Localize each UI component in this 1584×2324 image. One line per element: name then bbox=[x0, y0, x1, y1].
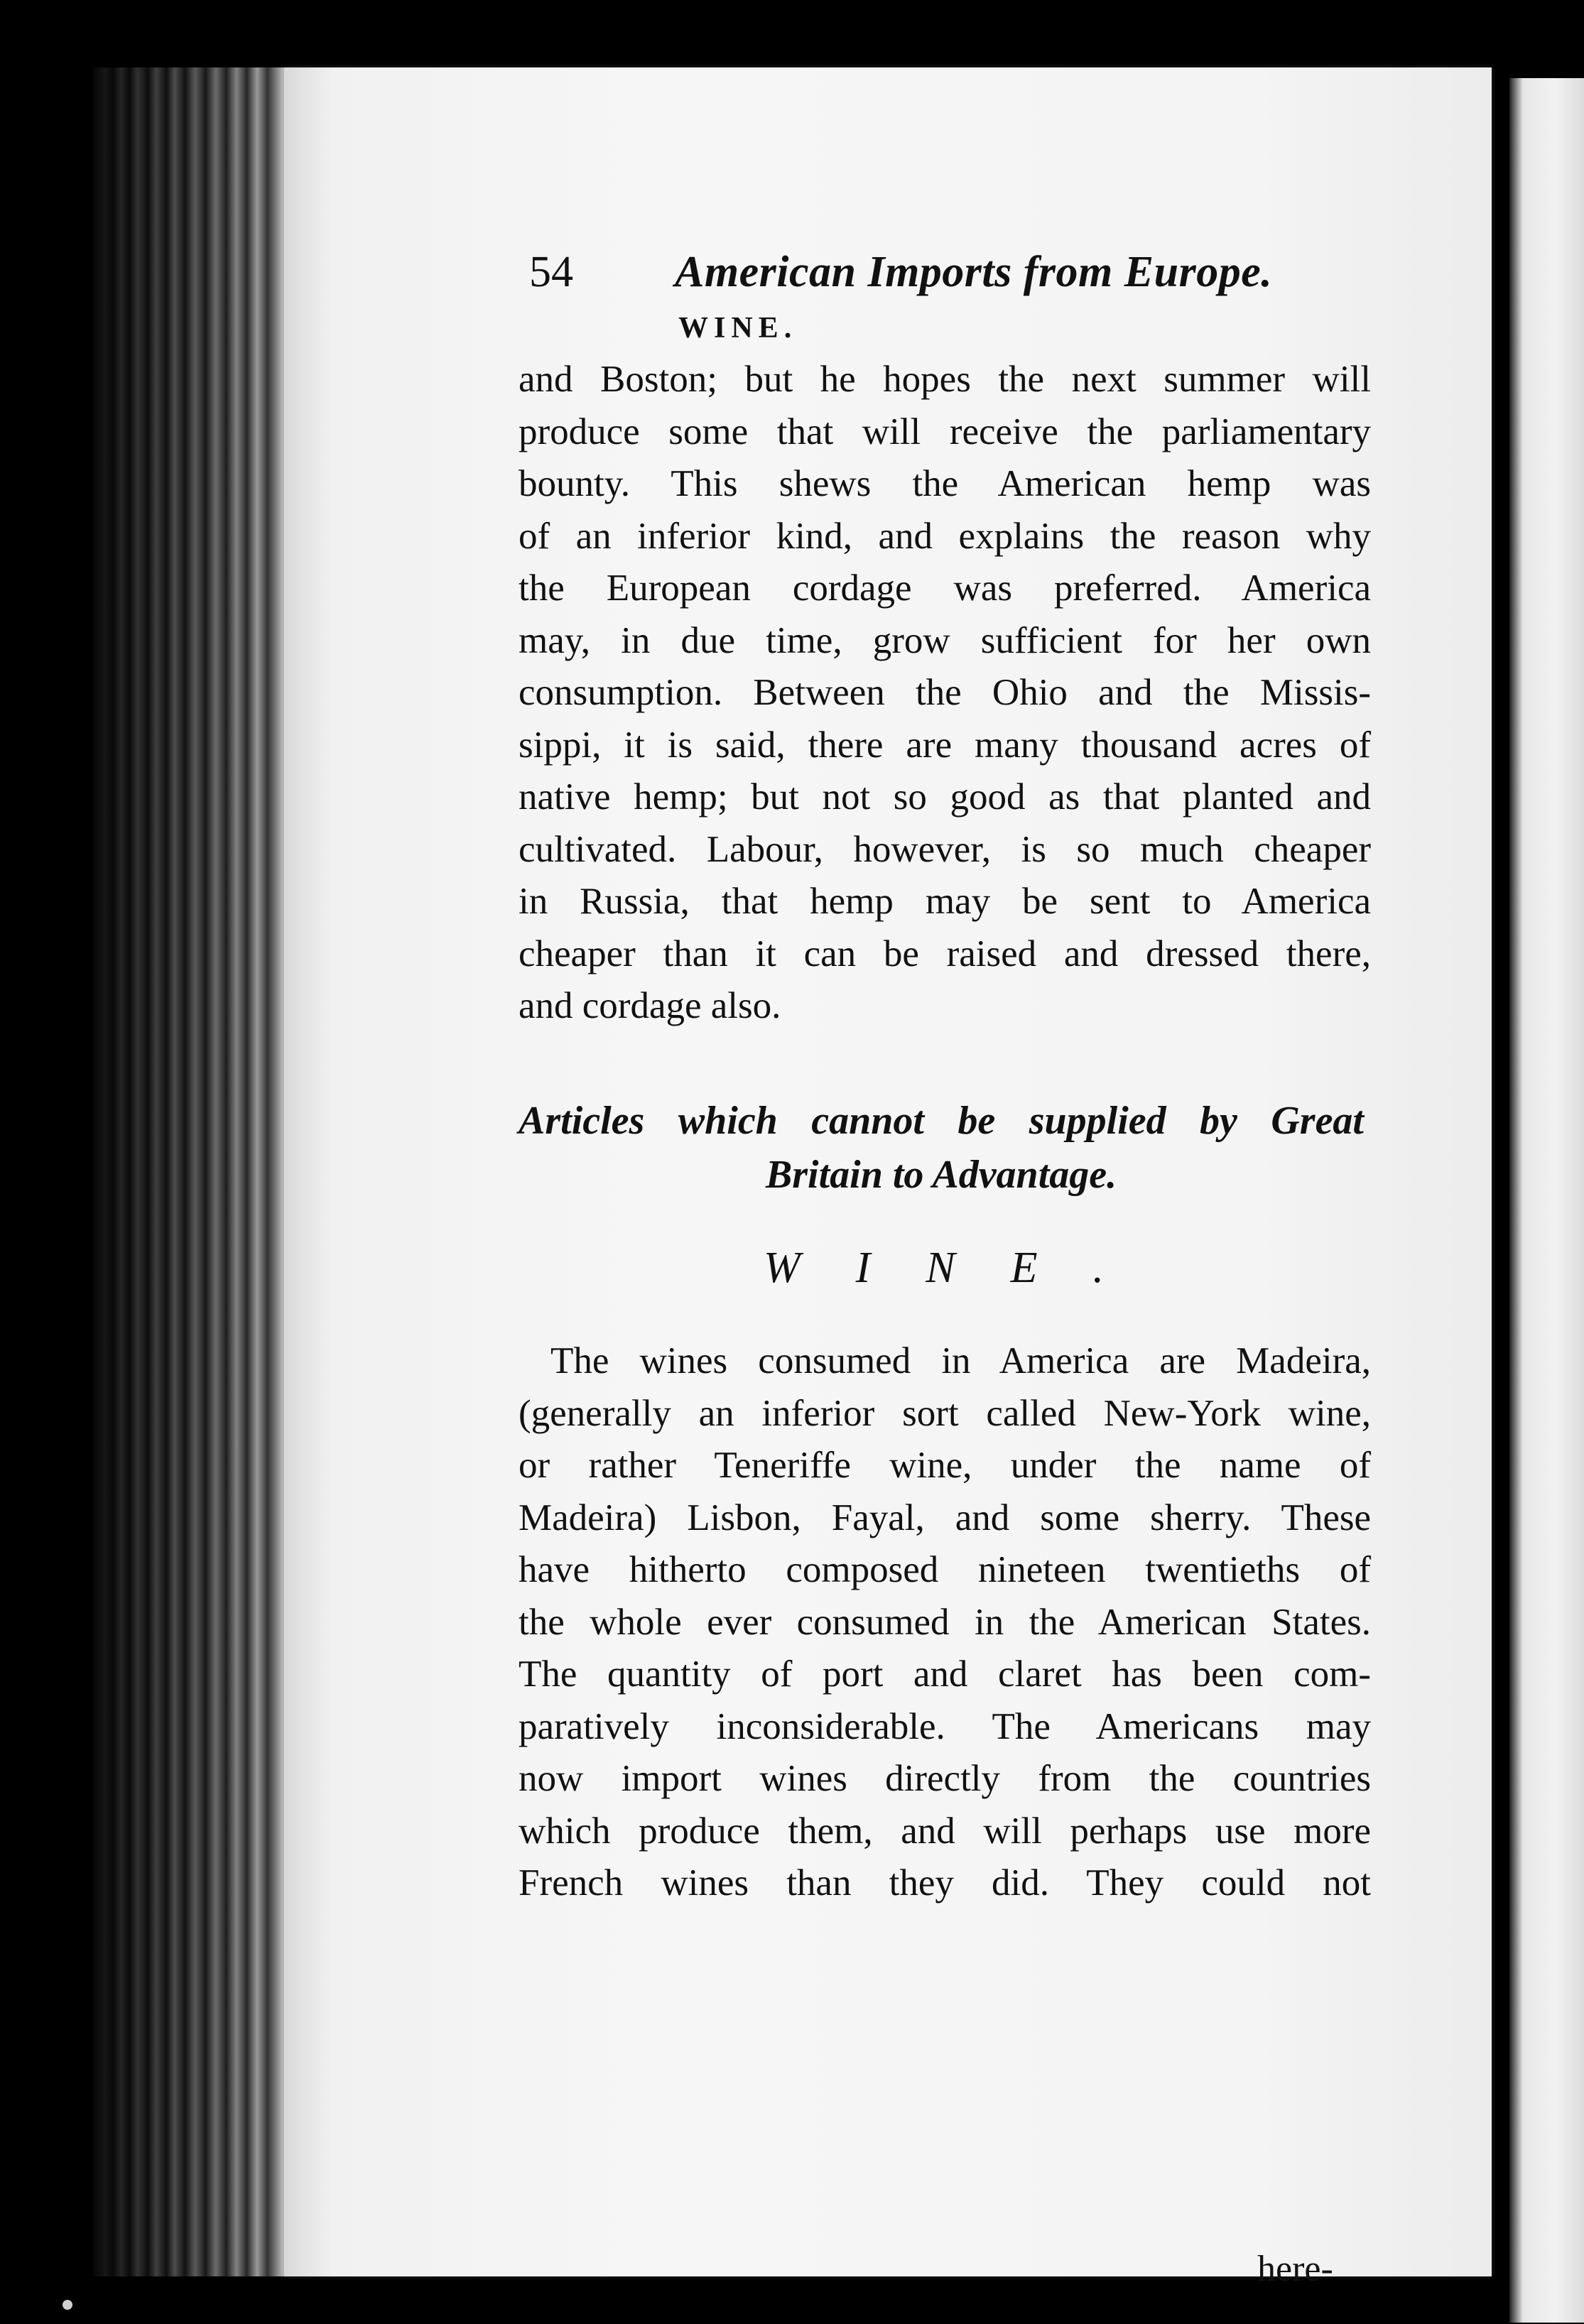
page-number: 54 bbox=[529, 248, 573, 296]
text-line: cheaper than it can be raised and dressed there, bbox=[519, 933, 1371, 974]
running-title: American Imports from Europe. bbox=[675, 248, 1273, 296]
text-line: or rather Teneriffe wine, under the name of bbox=[519, 1445, 1371, 1486]
text-line: The wines consumed in America are Madeira, bbox=[550, 1340, 1371, 1381]
text-line: the whole ever consumed in the American States. bbox=[519, 1601, 1371, 1643]
text-line: cultivated. Labour, however, is so much cheaper bbox=[519, 828, 1371, 870]
paragraph-hemp bbox=[519, 354, 1371, 1033]
section-heading-line: Articles which cannot be supplied by Great bbox=[519, 1099, 1364, 1143]
text-line: (generally an inferior sort called New-York wine, bbox=[519, 1392, 1371, 1434]
text-line: may, in due time, grow sufficient for her own bbox=[519, 619, 1371, 661]
text-line: the European cordage was preferred. America bbox=[519, 568, 1371, 609]
text-line: sippi, it is said, there are many thousand acres of bbox=[519, 724, 1371, 766]
text-line: of an inferior kind, and explains the reason why bbox=[519, 515, 1371, 557]
text-line: The quantity of port and claret has been com- bbox=[519, 1654, 1371, 1695]
section-heading bbox=[519, 1094, 1364, 1202]
book-binding-edge bbox=[92, 67, 298, 2276]
paragraph-wine bbox=[519, 1335, 1371, 1910]
running-head bbox=[529, 247, 1367, 311]
text-line: which produce them, and will perhaps use more bbox=[519, 1810, 1371, 1852]
text-line: have hitherto composed nineteen twentieths of bbox=[519, 1549, 1371, 1590]
wine-subheading: WINE. bbox=[764, 1244, 1160, 1292]
page-catchword: here- bbox=[1257, 2249, 1333, 2289]
text-line: bounty. This shews the American hemp was bbox=[519, 463, 1371, 504]
text-line: in Russia, that hemp may be sent to America bbox=[519, 881, 1371, 922]
text-line: native hemp; but not so good as that planted and bbox=[519, 776, 1371, 818]
text-line: and Boston; but he hopes the next summer will bbox=[519, 359, 1371, 400]
text-line: consumption. Between the Ohio and the Missis- bbox=[519, 672, 1371, 713]
text-line: produce some that will receive the parliamentary bbox=[519, 411, 1371, 452]
scan-mark bbox=[63, 2300, 72, 2310]
text-line: French wines than they did. They could not bbox=[519, 1862, 1371, 1904]
section-heading-line: Britain to Advantage. bbox=[765, 1153, 1117, 1197]
text-line: now import wines directly from the countries bbox=[519, 1758, 1371, 1799]
text-line: and cordage also. bbox=[519, 985, 781, 1026]
text-line: paratively inconsiderable. The Americans may bbox=[519, 1705, 1371, 1747]
section-catchword: WINE. bbox=[678, 312, 798, 344]
facing-page-edge bbox=[1509, 78, 1584, 2323]
text-line: Madeira) Lisbon, Fayal, and some sherry. These bbox=[519, 1497, 1371, 1538]
